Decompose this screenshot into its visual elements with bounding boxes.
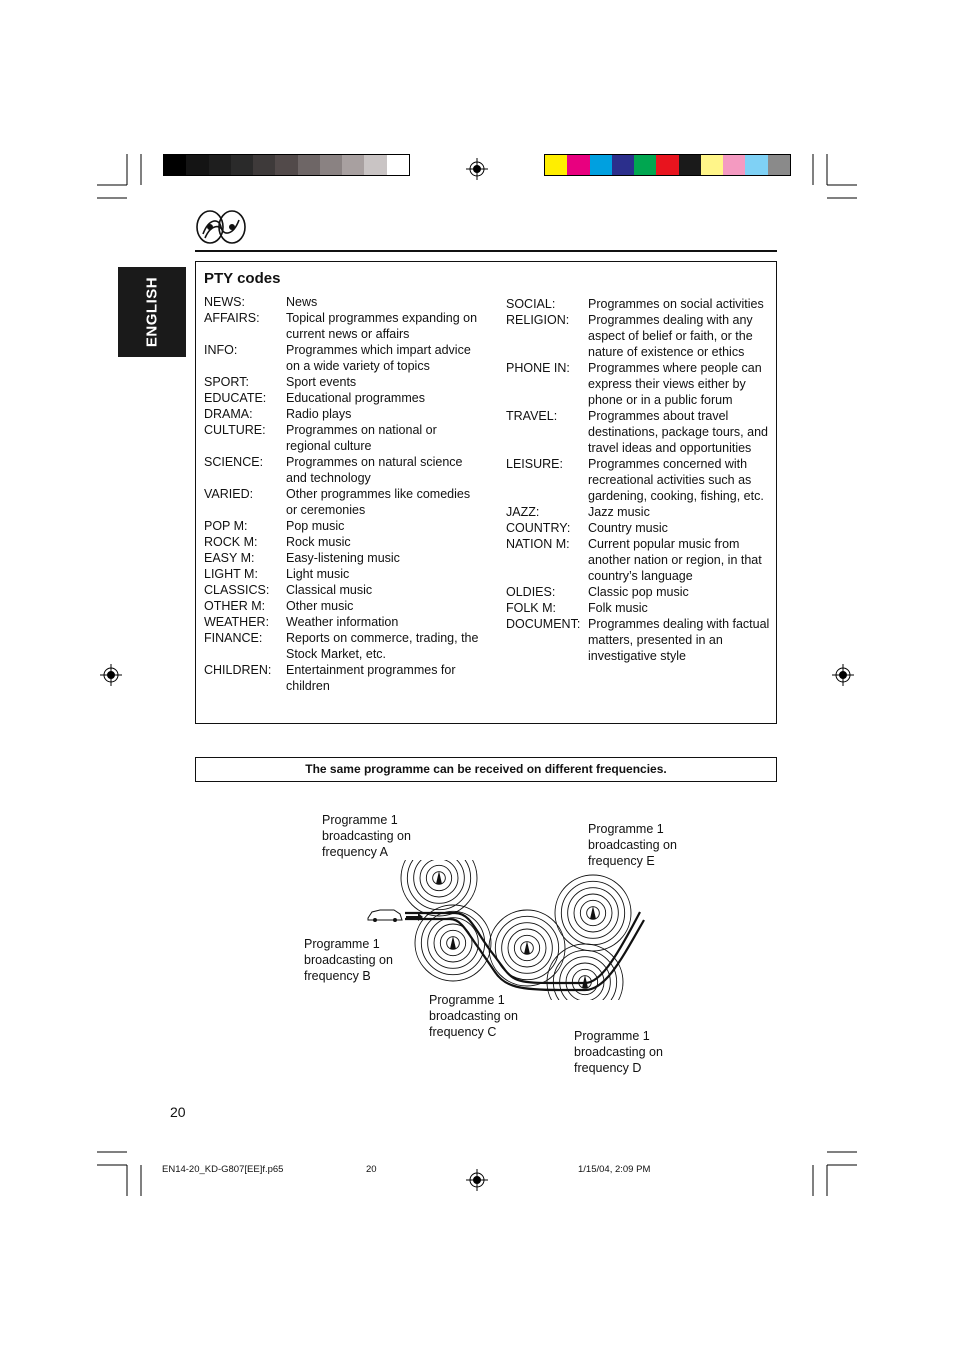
registration-mark-icon: [466, 158, 488, 180]
pty-code: JAZZ:: [506, 505, 540, 519]
pty-description: Programmes concerned with recreational activities such as gardening, cooking, fishing, etc.: [588, 457, 764, 503]
pty-code-row: [204, 406, 484, 422]
pty-code: EASY M:: [204, 551, 255, 565]
pty-description: Classic pop music: [588, 585, 689, 599]
antenna-icon: [524, 941, 530, 954]
pty-code: AFFAIRS:: [204, 311, 260, 325]
color-calibration-bar: [544, 154, 791, 176]
color-swatch: [567, 155, 589, 175]
pty-description: Programmes which impart advice on a wide variety of topics: [286, 343, 471, 373]
grayscale-calibration-bar: [163, 154, 410, 176]
color-swatch: [209, 155, 231, 175]
pty-description: Other programmes like comedies or ceremonies: [286, 487, 471, 517]
label-frequency-e: Programme 1 broadcasting on frequency E: [588, 822, 677, 868]
color-swatch: [612, 155, 634, 175]
registration-mark-icon: [832, 664, 854, 686]
pty-code: COUNTRY:: [506, 521, 571, 535]
pty-code: SOCIAL:: [506, 297, 556, 311]
car-wheel: [393, 918, 397, 922]
pty-description: Other music: [286, 599, 354, 613]
pty-code-row: [204, 534, 484, 550]
pty-code-row: [204, 518, 484, 534]
color-swatch: [656, 155, 678, 175]
color-swatch: [701, 155, 723, 175]
pty-code: DRAMA:: [204, 407, 253, 421]
color-swatch: [590, 155, 612, 175]
registration-mark-icon: [100, 664, 122, 686]
pty-description: Programmes dealing with any aspect of belief or faith, or the nature of existence or ethics: [588, 313, 753, 359]
pty-description: Educational programmes: [286, 391, 425, 405]
pty-description: Weather information: [286, 615, 399, 629]
color-swatch: [364, 155, 386, 175]
pty-code: EDUCATE:: [204, 391, 267, 405]
footer-page: 20: [366, 1164, 377, 1175]
pty-description: Programmes dealing with factual matters, presented in an investigative style: [588, 617, 770, 663]
pty-code: CLASSICS:: [204, 583, 270, 597]
pty-code-row: [506, 520, 770, 536]
pty-code: POP M:: [204, 519, 248, 533]
pty-code-row: [506, 600, 770, 616]
pty-code: SCIENCE:: [204, 455, 264, 469]
pty-code: LIGHT M:: [204, 567, 258, 581]
color-swatch: [298, 155, 320, 175]
pty-codes-right-column: [506, 296, 770, 664]
pty-codes-left-column: [204, 294, 484, 694]
car-wheel: [373, 918, 377, 922]
pty-code-row: [204, 374, 484, 390]
rds-logo-icon: [195, 208, 247, 246]
language-tab-label: ENGLISH: [143, 276, 161, 348]
color-swatch: [723, 155, 745, 175]
color-swatch: [320, 155, 342, 175]
color-swatch: [164, 155, 186, 175]
pty-description: Entertainment programmes for children: [286, 663, 456, 693]
pty-description: Radio plays: [286, 407, 352, 421]
pty-code-row: [204, 630, 484, 662]
car-icon: [368, 910, 402, 920]
label-frequency-c: Programme 1 broadcasting on frequency C: [429, 993, 518, 1039]
pty-code-row: [506, 408, 770, 456]
pty-code-row: [204, 422, 484, 454]
pty-description: Light music: [286, 567, 350, 581]
pty-code: RELIGION:: [506, 313, 570, 327]
pty-code-row: [204, 310, 484, 342]
pty-code-row: [204, 342, 484, 374]
pty-code: CHILDREN:: [204, 663, 272, 677]
registration-mark-icon: [466, 1169, 488, 1191]
pty-code-row: [506, 504, 770, 520]
color-swatch: [768, 155, 790, 175]
pty-code-row: [204, 454, 484, 486]
pty-code-row: [204, 598, 484, 614]
pty-description: Country music: [588, 521, 668, 535]
color-swatch: [634, 155, 656, 175]
footer-file: EN14-20_KD-G807[EE]f.p65: [162, 1164, 284, 1175]
pty-description: Jazz music: [588, 505, 650, 519]
antenna-icon: [590, 906, 596, 919]
signal-ring: [407, 860, 470, 910]
pty-description: Topical programmes expanding on current news or affairs: [286, 311, 478, 341]
pty-description: Programmes about travel destinations, package tours, and travel ideas and opportunities: [588, 409, 768, 455]
pty-description: Classical music: [286, 583, 373, 597]
color-swatch: [186, 155, 208, 175]
frequency-note: The same programme can be received on different frequencies.: [195, 757, 777, 782]
pty-code-row: [506, 536, 770, 584]
pty-code: SPORT:: [204, 375, 249, 389]
pty-description: Programmes on social activities: [588, 297, 764, 311]
pty-description: Programmes where people can express their views either by phone or in a public forum: [588, 361, 762, 407]
pty-description: Programmes on national or regional culture: [286, 423, 437, 453]
pty-description: Easy-listening music: [286, 551, 400, 565]
color-swatch: [387, 155, 409, 175]
pty-code: OLDIES:: [506, 585, 556, 599]
pty-description: Rock music: [286, 535, 351, 549]
pty-code-row: [506, 616, 770, 664]
pty-code: FINANCE:: [204, 631, 263, 645]
pty-code: NEWS:: [204, 295, 245, 309]
pty-description: Programmes on natural science and technology: [286, 455, 463, 485]
pty-code-row: [204, 390, 484, 406]
header-rule: [195, 250, 777, 252]
color-swatch: [275, 155, 297, 175]
pty-code-row: [506, 456, 770, 504]
pty-description: Folk music: [588, 601, 648, 615]
pty-code-row: [506, 296, 770, 312]
pty-description: Sport events: [286, 375, 357, 389]
color-swatch: [342, 155, 364, 175]
antenna-icon: [450, 936, 456, 949]
page-number: 20: [170, 1104, 186, 1120]
color-swatch: [679, 155, 701, 175]
pty-code: CULTURE:: [204, 423, 266, 437]
color-swatch: [545, 155, 567, 175]
pty-code: LEISURE:: [506, 457, 563, 471]
label-frequency-a: Programme 1 broadcasting on frequency A: [322, 813, 411, 859]
pty-code-row: [506, 360, 770, 408]
color-swatch: [745, 155, 767, 175]
label-frequency-b: Programme 1 broadcasting on frequency B: [304, 937, 393, 983]
pty-code: TRAVEL:: [506, 409, 558, 423]
pty-code-row: [204, 486, 484, 518]
pty-code: DOCUMENT:: [506, 617, 581, 631]
pty-code-row: [204, 662, 484, 694]
pty-code: ROCK M:: [204, 535, 258, 549]
pty-code: PHONE IN:: [506, 361, 570, 375]
pty-code: INFO:: [204, 343, 238, 357]
footer-date: 1/15/04, 2:09 PM: [578, 1164, 651, 1175]
antenna-icon: [582, 975, 588, 988]
color-swatch: [231, 155, 253, 175]
pty-code-row: [204, 566, 484, 582]
pty-code-row: [204, 614, 484, 630]
pty-code: VARIED:: [204, 487, 254, 501]
pty-description: Current popular music from another nation or region, in that country’s language: [588, 537, 762, 583]
language-tab: [118, 267, 186, 357]
pty-code: OTHER M:: [204, 599, 266, 613]
pty-code-row: [506, 312, 770, 360]
pty-description: Reports on commerce, trading, the Stock Market, etc.: [286, 631, 479, 661]
antenna-icon: [436, 871, 442, 884]
color-swatch: [253, 155, 275, 175]
pty-description: Pop music: [286, 519, 345, 533]
pty-code-row: [204, 550, 484, 566]
label-frequency-d: Programme 1 broadcasting on frequency D: [574, 1029, 663, 1075]
pty-code-row: [204, 582, 484, 598]
pty-codes-title: PTY codes: [204, 270, 281, 287]
pty-description: News: [286, 295, 318, 309]
pty-code: NATION M:: [506, 537, 570, 551]
pty-code: WEATHER:: [204, 615, 270, 629]
pty-code-row: [506, 584, 770, 600]
pty-code-row: [204, 294, 484, 310]
pty-code: FOLK M:: [506, 601, 557, 615]
